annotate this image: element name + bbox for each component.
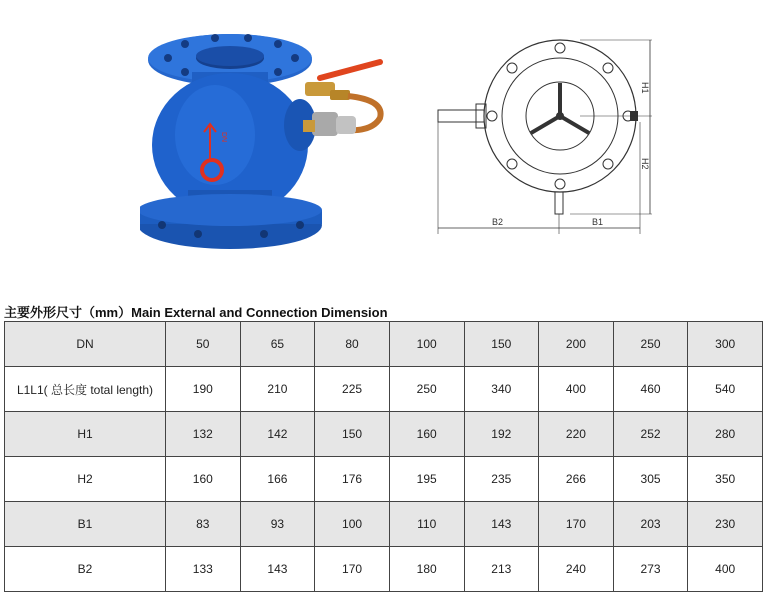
table-cell: 240 [539, 547, 614, 592]
table-cell: 190 [166, 367, 241, 412]
table-cell: 266 [539, 457, 614, 502]
table-cell: 170 [315, 547, 390, 592]
row-label: DN [5, 322, 166, 367]
table-cell: 100 [389, 322, 464, 367]
table-row [5, 457, 763, 502]
table-cell: 220 [539, 412, 614, 457]
table-cell: 400 [688, 547, 763, 592]
table-cell: 210 [240, 367, 315, 412]
table-cell: 80 [315, 322, 390, 367]
table-cell: 160 [166, 457, 241, 502]
table-row [5, 502, 763, 547]
table-cell: 280 [688, 412, 763, 457]
table-cell: 150 [464, 322, 539, 367]
b1-label: B1 [592, 217, 604, 227]
row-label: H2 [5, 457, 166, 502]
table-cell: 230 [688, 502, 763, 547]
table-cell: 250 [389, 367, 464, 412]
valve-top-view-diagram [430, 38, 655, 243]
table-cell: 110 [389, 502, 464, 547]
table-cell: 300 [688, 322, 763, 367]
table-cell: 340 [464, 367, 539, 412]
table-cell: 170 [539, 502, 614, 547]
table-cell: 143 [464, 502, 539, 547]
b2-label: B2 [492, 217, 504, 227]
table-cell: 192 [464, 412, 539, 457]
table-cell: 132 [166, 412, 241, 457]
h1-label: H1 [640, 82, 650, 94]
table-cell: 150 [315, 412, 390, 457]
valve-photo [140, 20, 390, 255]
row-label: L1L1( 总长度 total length) [5, 367, 166, 412]
table-cell: 460 [613, 367, 688, 412]
table-cell: 143 [240, 547, 315, 592]
table-cell: 235 [464, 457, 539, 502]
table-cell: 100 [315, 502, 390, 547]
table-cell: 195 [389, 457, 464, 502]
table-cell: 203 [613, 502, 688, 547]
table-row [5, 547, 763, 592]
table-cell: 400 [539, 367, 614, 412]
table-row [5, 322, 763, 367]
svg-text:DN: DN [220, 132, 227, 143]
table-cell: 93 [240, 502, 315, 547]
table-cell: 225 [315, 367, 390, 412]
table-row [5, 412, 763, 457]
valve-illustration [140, 20, 390, 255]
table-cell: 133 [166, 547, 241, 592]
dimension-drawing [430, 38, 655, 243]
table-row [5, 367, 763, 412]
table-cell: 180 [389, 547, 464, 592]
row-label: B1 [5, 502, 166, 547]
dimension-table [4, 321, 763, 592]
table-cell: 160 [389, 412, 464, 457]
table-title: 主要外形尺寸（mm）Main External and Connection Dimension [4, 305, 388, 320]
table-cell: 166 [240, 457, 315, 502]
table-cell: 200 [539, 322, 614, 367]
table-cell: 250 [613, 322, 688, 367]
row-label: B2 [5, 547, 166, 592]
table-cell: 142 [240, 412, 315, 457]
table-cell: 305 [613, 457, 688, 502]
h2-label: H2 [640, 158, 650, 170]
row-label: H1 [5, 412, 166, 457]
table-cell: 213 [464, 547, 539, 592]
table-cell: 176 [315, 457, 390, 502]
table-cell: 50 [166, 322, 241, 367]
table-cell: 273 [613, 547, 688, 592]
table-cell: 350 [688, 457, 763, 502]
table-cell: 252 [613, 412, 688, 457]
table-cell: 83 [166, 502, 241, 547]
table-cell: 65 [240, 322, 315, 367]
table-cell: 540 [688, 367, 763, 412]
